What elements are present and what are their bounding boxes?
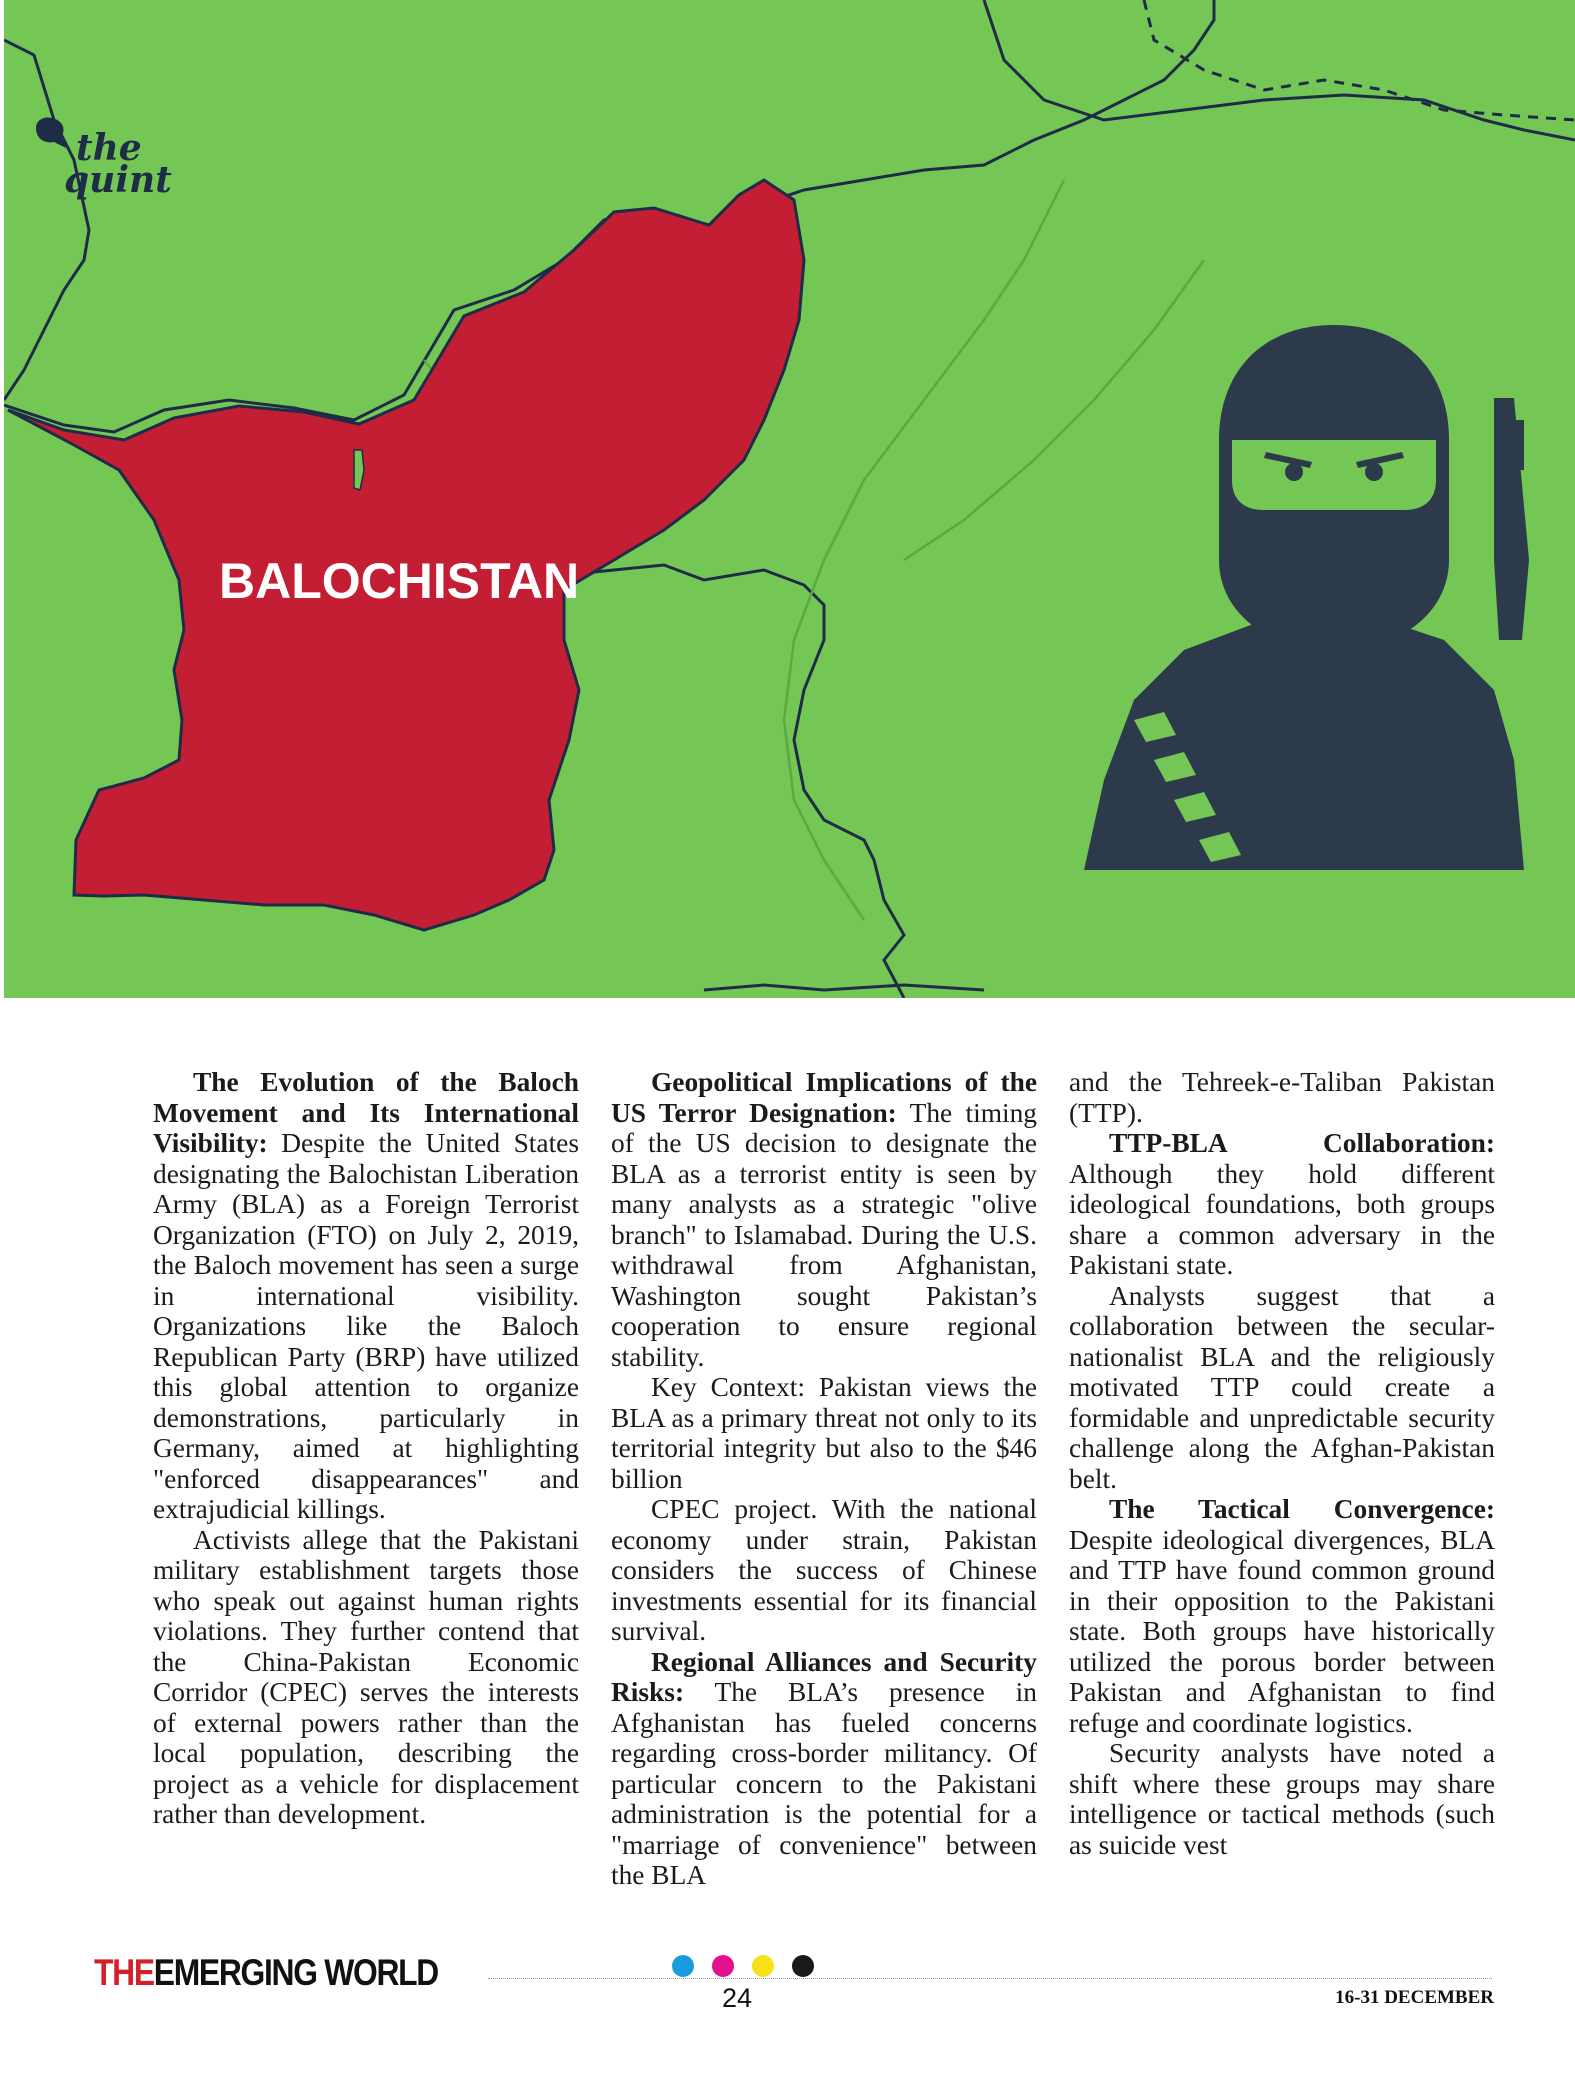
article-column-1 — [153, 1067, 579, 1830]
article-paragraph: CPEC project. With the national economy under strain, Pakistan considers the success of Chinese investments essential for its financial survival. — [611, 1494, 1037, 1646]
brand-name: EMERGING WORLD — [153, 1952, 438, 1993]
article-column-3 — [1069, 1067, 1495, 1860]
paragraph-text: Despite the United States designating the Balochistan Liberation Army (BLA) as a Foreign Terrorist Organization (FTO) on July 2, 2019, the Baloch movement has seen a surge in international visibility. Organizations like the Baloch Republican Party (BRP) have utilized this global attention to organize demonstrations, particularly in Germany, aimed at highlighting "enforced disappearances" and extrajudicial killings. — [153, 1128, 579, 1524]
cmyk-dot-magenta — [712, 1955, 734, 1977]
svg-text:quint: quint — [64, 159, 172, 201]
svg-text:the: the — [76, 127, 142, 169]
brand-the: THE — [94, 1952, 154, 1993]
section-heading: Regional Alliances and Security Risks: — [611, 1646, 1037, 1707]
issue-date: 16-31 DECEMBER — [1335, 1987, 1494, 2008]
page-number: 24 — [722, 1983, 753, 2013]
publication-brand-logo — [94, 1952, 438, 1994]
article-paragraph: Activists allege that the Pakistani military establishment targets those who speak out against human rights violations. They further contend that the China-Pakistan Economic Corridor (CPEC) serves the interests of external powers rather than the local population, describing the project as a vehicle for displacement rather than development. — [153, 1524, 579, 1829]
section-heading: TTP-BLA Collaboration: — [1109, 1128, 1495, 1158]
article-paragraph — [611, 1067, 1037, 1372]
cmyk-dot-cyan — [672, 1955, 694, 1977]
article-paragraph: Analysts suggest that a collaboration between the secular-nationalist BLA and the religiously motivated TTP could create a formidable and unpredictable security challenge along the Afghan-Pakistan belt. — [1069, 1280, 1495, 1494]
footer-divider — [488, 1978, 1492, 1979]
cmyk-dot-black — [792, 1955, 814, 1977]
section-heading: Geopolitical Implications of the US Terror Designation: — [611, 1067, 1037, 1128]
article-paragraph: Security analysts have noted a shift where these groups may share intelligence or tactical methods (such as suicide vest — [1069, 1738, 1495, 1860]
hero-map-image — [4, 0, 1575, 998]
paragraph-text: Although they hold different ideological foundations, both groups share a common adversary in the Pakistani state. — [1069, 1158, 1495, 1280]
article-paragraph: Key Context: Pakistan views the BLA as a primary threat not only to its territorial integrity but also to the $46 billion — [611, 1372, 1037, 1494]
article-paragraph — [1069, 1494, 1495, 1738]
section-heading: The Tactical Convergence: — [1109, 1494, 1495, 1524]
paragraph-text: Despite ideological divergences, BLA and TTP have found common ground in their opposition to the Pakistani state. Both groups have historically utilized the porous border between Pakistan and Afghanistan to find refuge and coordinate logistics. — [1069, 1524, 1495, 1738]
section-heading: The Evolution of the Baloch Movement and Its International Visibility: — [153, 1067, 579, 1158]
article-column-2 — [611, 1067, 1037, 1891]
cmyk-dot-yellow — [752, 1955, 774, 1977]
article-paragraph: and the Tehreek-e-Taliban Pakistan (TTP). — [1069, 1067, 1495, 1128]
paragraph-text: The BLA’s presence in Afghanistan has fueled concerns regarding cross-border militancy. Of particular concern to the Pakistani administration is the potential for a "marriage of convenience" between the BLA — [611, 1677, 1037, 1890]
article-paragraph — [1069, 1128, 1495, 1281]
region-label: BALOCHISTAN — [219, 553, 580, 609]
article-paragraph — [611, 1647, 1037, 1891]
paragraph-text: The timing of the US decision to designate the BLA as a terrorist entity is seen by many analysts as a strategic "olive branch" to Islamabad. During the U.S. withdrawal from Afghanistan, Washington sought Pakistan’s cooperation to ensure regional stability. — [611, 1097, 1038, 1372]
article-paragraph — [153, 1067, 579, 1525]
